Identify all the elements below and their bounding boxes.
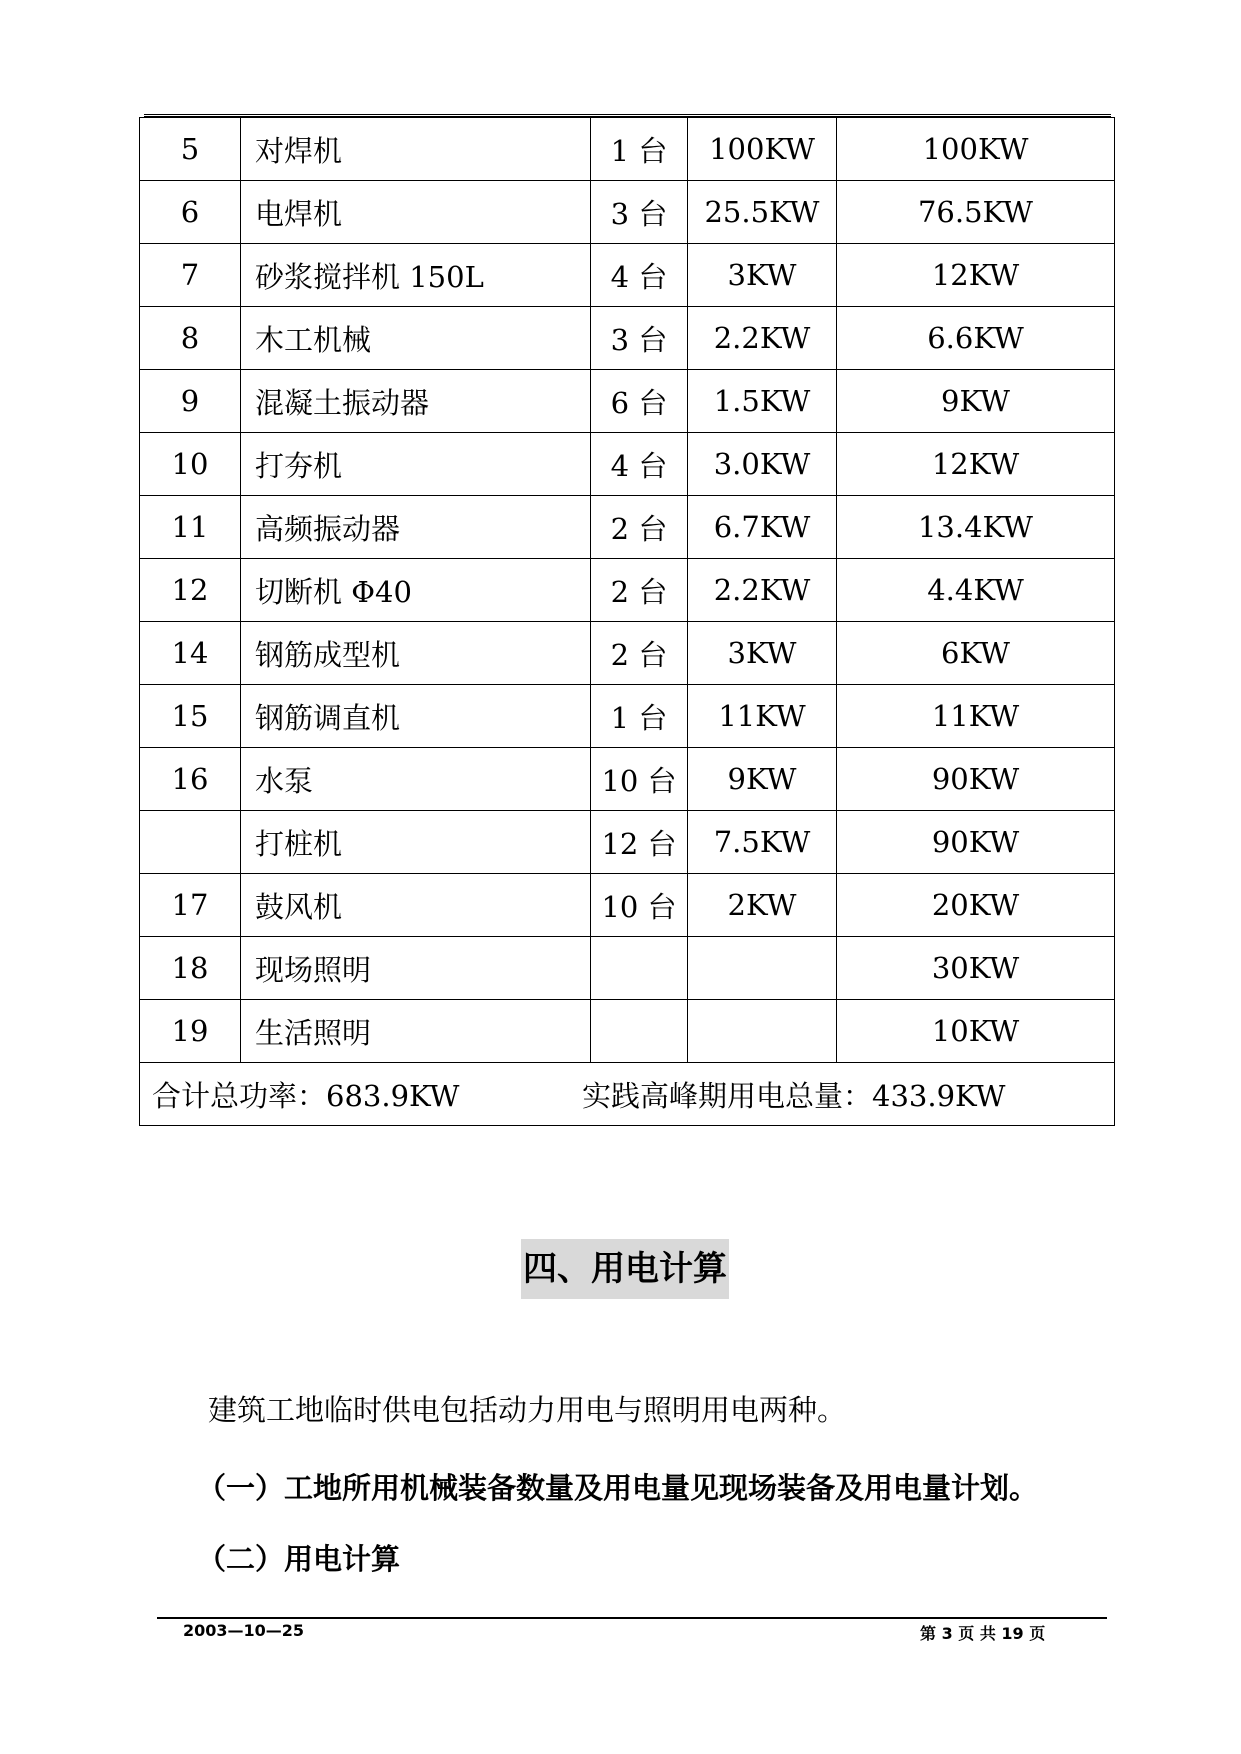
cell-unit-power: 25.5KW (688, 181, 837, 244)
cell-total-power: 20KW (837, 874, 1115, 937)
cell-total-power: 13.4KW (837, 496, 1115, 559)
table-row (140, 307, 1115, 370)
total-power-text: 合计总功率：683.9KW (152, 1078, 460, 1113)
cell-equipment-name: 混凝土振动器 (241, 370, 591, 433)
cell-total-power: 6KW (837, 622, 1115, 685)
cell-quantity: 6 台 (591, 370, 688, 433)
cell-equipment-name: 木工机械 (241, 307, 591, 370)
cell-total-power: 12KW (837, 244, 1115, 307)
cell-total-power: 30KW (837, 937, 1115, 1000)
cell-unit-power (688, 1000, 837, 1063)
subheading-2: （二）用电计算 (197, 1542, 401, 1576)
peak-total-text: 实践高峰期用电总量：433.9KW (582, 1078, 1006, 1113)
footer-date: 2003—10—25 (183, 1621, 305, 1640)
cell-number: 18 (140, 937, 241, 1000)
cell-total-power: 9KW (837, 370, 1115, 433)
cell-total-power: 90KW (837, 811, 1115, 874)
table-row (140, 433, 1115, 496)
section-title: 四、用电计算 (521, 1239, 729, 1299)
total-cell (140, 1063, 1115, 1126)
cell-unit-power: 6.7KW (688, 496, 837, 559)
table-row (140, 244, 1115, 307)
cell-quantity: 10 台 (591, 748, 688, 811)
cell-quantity: 2 台 (591, 559, 688, 622)
cell-number: 8 (140, 307, 241, 370)
footer-rule (157, 1617, 1107, 1619)
cell-number: 7 (140, 244, 241, 307)
cell-equipment-name: 现场照明 (241, 937, 591, 1000)
table-row (140, 874, 1115, 937)
cell-quantity: 2 台 (591, 496, 688, 559)
table-row (140, 118, 1115, 181)
cell-number: 9 (140, 370, 241, 433)
table-row (140, 622, 1115, 685)
table-row (140, 937, 1115, 1000)
cell-equipment-name: 钢筋调直机 (241, 685, 591, 748)
cell-total-power: 11KW (837, 685, 1115, 748)
cell-unit-power: 3.0KW (688, 433, 837, 496)
cell-unit-power: 1.5KW (688, 370, 837, 433)
cell-equipment-name: 高频振动器 (241, 496, 591, 559)
cell-number: 12 (140, 559, 241, 622)
cell-total-power: 6.6KW (837, 307, 1115, 370)
subheading-1: （一）工地所用机械装备数量及用电量见现场装备及用电量计划。 (197, 1471, 1039, 1505)
table-row (140, 370, 1115, 433)
cell-equipment-name: 鼓风机 (241, 874, 591, 937)
cell-equipment-name: 打桩机 (241, 811, 591, 874)
cell-unit-power: 2KW (688, 874, 837, 937)
cell-unit-power: 3KW (688, 244, 837, 307)
cell-number: 14 (140, 622, 241, 685)
cell-quantity: 4 台 (591, 244, 688, 307)
cell-unit-power: 9KW (688, 748, 837, 811)
table-row (140, 811, 1115, 874)
table-row (140, 748, 1115, 811)
cell-quantity: 1 台 (591, 118, 688, 181)
cell-total-power: 12KW (837, 433, 1115, 496)
cell-unit-power: 2.2KW (688, 307, 837, 370)
cell-number: 11 (140, 496, 241, 559)
cell-number: 5 (140, 118, 241, 181)
cell-equipment-name: 钢筋成型机 (241, 622, 591, 685)
cell-total-power: 90KW (837, 748, 1115, 811)
cell-quantity: 3 台 (591, 181, 688, 244)
cell-number: 6 (140, 181, 241, 244)
cell-quantity (591, 937, 688, 1000)
cell-number: 17 (140, 874, 241, 937)
cell-equipment-name: 切断机 Φ40 (241, 559, 591, 622)
equipment-table-body (140, 118, 1115, 1063)
cell-quantity: 1 台 (591, 685, 688, 748)
cell-quantity: 4 台 (591, 433, 688, 496)
cell-number (140, 811, 241, 874)
cell-quantity: 2 台 (591, 622, 688, 685)
cell-equipment-name: 对焊机 (241, 118, 591, 181)
cell-number: 15 (140, 685, 241, 748)
cell-quantity: 10 台 (591, 874, 688, 937)
equipment-table (139, 117, 1115, 1126)
intro-paragraph: 建筑工地临时供电包括动力用电与照明用电两种。 (208, 1393, 847, 1427)
cell-total-power: 100KW (837, 118, 1115, 181)
footer-page-number: 第 3 页 共 19 页 (920, 1624, 1046, 1643)
cell-equipment-name: 砂浆搅拌机 150L (241, 244, 591, 307)
table-row (140, 685, 1115, 748)
cell-equipment-name: 电焊机 (241, 181, 591, 244)
cell-quantity: 3 台 (591, 307, 688, 370)
cell-quantity: 12 台 (591, 811, 688, 874)
table-total-row (140, 1063, 1115, 1126)
cell-unit-power: 100KW (688, 118, 837, 181)
cell-equipment-name: 打夯机 (241, 433, 591, 496)
cell-equipment-name: 生活照明 (241, 1000, 591, 1063)
cell-total-power: 10KW (837, 1000, 1115, 1063)
cell-total-power: 4.4KW (837, 559, 1115, 622)
cell-unit-power: 11KW (688, 685, 837, 748)
cell-unit-power: 7.5KW (688, 811, 837, 874)
cell-number: 19 (140, 1000, 241, 1063)
table-row (140, 496, 1115, 559)
cell-total-power: 76.5KW (837, 181, 1115, 244)
cell-unit-power: 3KW (688, 622, 837, 685)
table-row (140, 559, 1115, 622)
table-row (140, 1000, 1115, 1063)
cell-unit-power: 2.2KW (688, 559, 837, 622)
table-row (140, 181, 1115, 244)
cell-equipment-name: 水泵 (241, 748, 591, 811)
cell-number: 10 (140, 433, 241, 496)
cell-unit-power (688, 937, 837, 1000)
cell-quantity (591, 1000, 688, 1063)
cell-number: 16 (140, 748, 241, 811)
